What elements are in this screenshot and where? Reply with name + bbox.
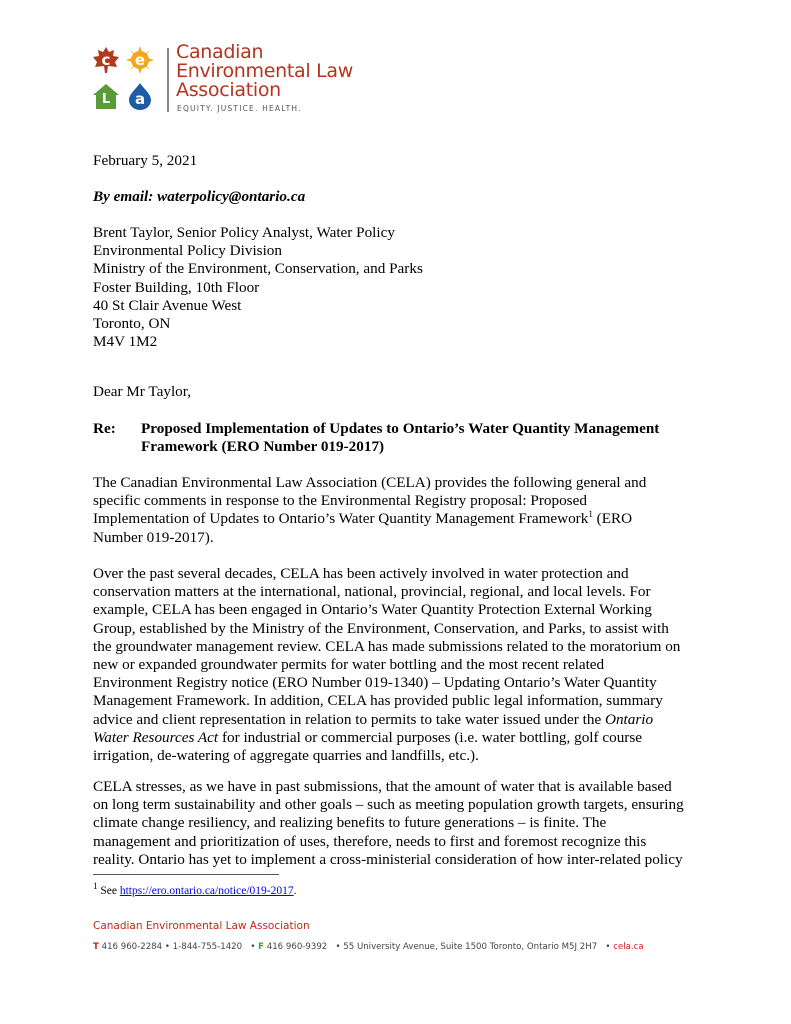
logo-letter-e: e <box>134 51 146 69</box>
letter-date: February 5, 2021 <box>93 152 198 169</box>
paragraph-involvement <box>93 565 733 765</box>
address-line: Toronto, ON <box>93 315 171 333</box>
footnote-text: . <box>293 885 297 897</box>
website-link[interactable]: cela.ca <box>613 942 644 952</box>
text-run: advice and client representation in relation to permits to take water issued under the <box>93 710 605 728</box>
separator: • <box>332 942 344 952</box>
footer-organization: Canadian Environmental Law Association <box>93 920 310 932</box>
paragraph-line: climate change resiliency, and realizing benefits to future generations – is finite. The <box>93 814 607 832</box>
address-line: M4V 1M2 <box>93 333 158 351</box>
footnote-divider <box>93 874 279 875</box>
logo-divider <box>167 48 169 112</box>
paragraph-sustainability <box>93 778 733 869</box>
paragraph-line: Number 019-2017). <box>93 528 214 546</box>
paragraph-line: reality. Ontario has yet to implement a cross-ministerial consideration of how inter-related policy <box>93 850 683 868</box>
footnote-text: See <box>97 885 120 897</box>
logo-wordmark <box>176 43 353 100</box>
footer-contact <box>93 942 644 952</box>
paragraph-line: CELA stresses, as we have in past submissions, that the amount of water that is available based <box>93 778 672 795</box>
water-drop-icon <box>126 82 154 110</box>
logo-letter-c: c <box>101 51 111 69</box>
paragraph-line: new or expanded groundwater permits for water bottling and the most recent related <box>93 656 605 674</box>
paragraph-intro <box>93 474 733 547</box>
address-line: Ministry of the Environment, Conservation, and Parks <box>93 260 423 278</box>
sun-icon <box>126 46 154 74</box>
house-icon <box>92 82 120 110</box>
logo-line-3: Association <box>176 79 281 101</box>
footnote-link[interactable]: https://ero.ontario.ca/notice/019-2017 <box>119 885 294 897</box>
paragraph-line: Group, established by the Ministry of the Environment, Conservation, and Parks, to assist with <box>93 619 669 637</box>
paragraph-line: conservation matters at the international, national, provincial, regional, and local levels. For <box>93 583 651 601</box>
re-subject-line: Framework (ERO Number 019-2017) <box>141 438 385 456</box>
recipient-address <box>93 224 733 351</box>
maple-leaf-icon <box>92 46 120 74</box>
logo-line-1: Canadian <box>176 41 264 63</box>
footnote-number: 1 <box>93 881 98 892</box>
fax-label: F <box>258 942 265 952</box>
logo-letter-a: a <box>134 90 146 108</box>
paragraph-line <box>93 729 733 747</box>
footnote-ref[interactable]: 1 <box>588 509 593 520</box>
address-line: 40 St Clair Avenue West <box>93 296 242 314</box>
paragraph-line: management and prioritization of uses, therefore, needs to first and foremost recognize this <box>93 832 647 850</box>
text-run: for industrial or commercial purposes (i.e. water bottling, golf course <box>218 728 643 746</box>
paragraph-line: Over the past several decades, CELA has been actively involved in water protection and <box>93 565 629 582</box>
re-subject-line: Proposed Implementation of Updates to Ontario’s Water Quantity Management <box>141 420 660 437</box>
paragraph-line: specific comments in response to the Environmental Registry proposal: Proposed <box>93 492 587 510</box>
phone-number: 416 960-2284 <box>98 942 163 952</box>
italic-act-title: Water Resources Act <box>93 728 219 746</box>
separator: • <box>247 942 259 952</box>
paragraph-line: on long term sustainability and other goals – such as meeting population growth targets, ensuring <box>93 796 684 814</box>
paragraph-line: irrigation, de-watering of aggregate quarries and landfills, etc.). <box>93 747 479 765</box>
paragraph-line: example, CELA has been engaged in Ontario’s Water Quantity Protection External Working <box>93 601 652 619</box>
delivery-line: By email: waterpolicy@ontario.ca <box>93 188 306 205</box>
separator: • <box>162 942 173 952</box>
logo-letter-l: L <box>101 91 111 107</box>
fax-number: 416 960-9392 <box>264 942 328 952</box>
logo-line-2: Environmental Law <box>176 60 353 82</box>
paragraph-line: Management Framework. In addition, CELA has provided public legal information, summary <box>93 692 663 710</box>
logo-icons <box>90 44 160 114</box>
cela-logo <box>90 41 370 116</box>
footer-address: 55 University Avenue, Suite 1500 Toronto, Ontario M5J 2H7 <box>343 942 598 952</box>
tollfree-number: 1-844-755-1420 <box>172 942 243 952</box>
paragraph-line <box>93 510 733 528</box>
re-subject <box>141 420 659 456</box>
italic-act-title: Ontario <box>604 710 654 728</box>
salutation: Dear Mr Taylor, <box>93 383 191 400</box>
logo-tagline: EQUITY. JUSTICE. HEALTH. <box>177 104 302 113</box>
re-label: Re: <box>93 420 116 437</box>
address-line: Environmental Policy Division <box>93 242 282 260</box>
text-run: (ERO <box>592 510 633 528</box>
paragraph-line: the groundwater management review. CELA has made submissions related to the moratorium on <box>93 637 681 655</box>
separator: • <box>602 942 614 952</box>
address-line: Foster Building, 10th Floor <box>93 278 260 296</box>
address-line: Brent Taylor, Senior Policy Analyst, Water Policy <box>93 224 395 241</box>
paragraph-line <box>93 711 733 729</box>
footnote <box>93 881 297 898</box>
paragraph-line: Environment Registry notice (ERO Number 019-1340) – Updating Ontario’s Water Quantity <box>93 674 657 692</box>
paragraph-line: The Canadian Environmental Law Association (CELA) provides the following general and <box>93 474 647 491</box>
text-run: Implementation of Updates to Ontario’s Water Quantity Management Framework <box>93 510 589 528</box>
phone-label: T <box>93 942 99 952</box>
